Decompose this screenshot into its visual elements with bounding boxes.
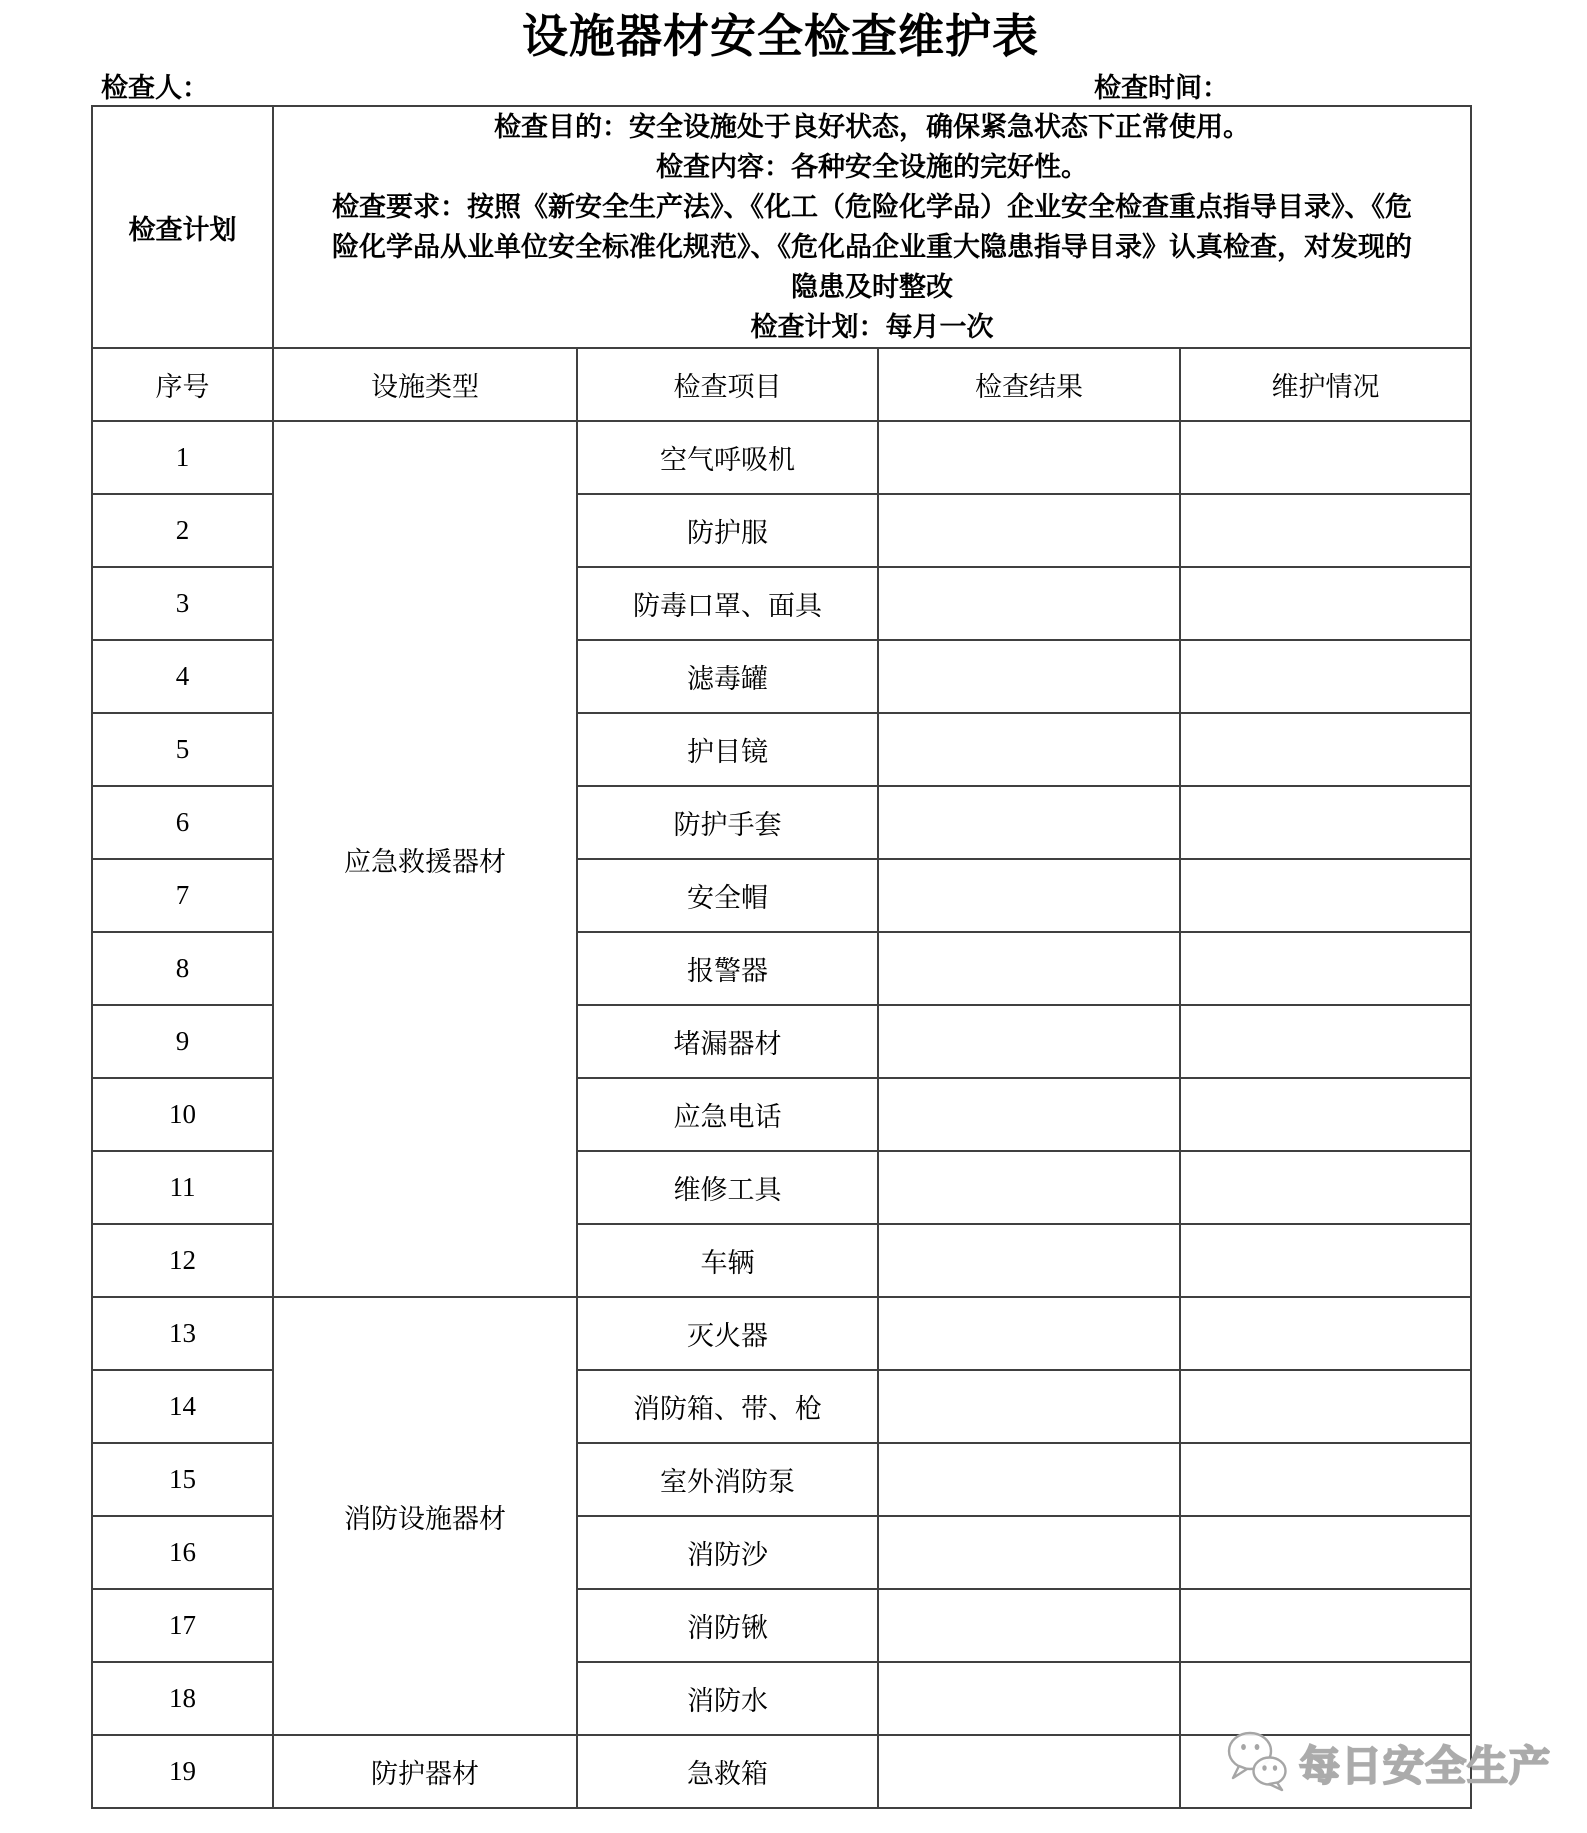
item-cell: 防毒口罩、面具	[577, 567, 878, 640]
result-cell	[878, 713, 1180, 786]
plan-line: 险化学品从业单位安全标准化规范》、《危化品企业重大隐患指导目录》认真检查，对发现的	[332, 232, 1412, 262]
item-cell: 防护手套	[577, 786, 878, 859]
maintenance-cell	[1180, 640, 1471, 713]
result-cell	[878, 567, 1180, 640]
table-row	[92, 421, 1471, 494]
column-header-maintenance: 维护情况	[1180, 348, 1471, 421]
row-num: 4	[92, 640, 273, 713]
row-num: 2	[92, 494, 273, 567]
maintenance-cell	[1180, 1589, 1471, 1662]
plan-line: 检查目的：安全设施处于良好状态，确保紧急状态下正常使用。	[494, 112, 1250, 142]
plan-row	[92, 106, 1471, 348]
result-cell	[878, 1005, 1180, 1078]
result-cell	[878, 1078, 1180, 1151]
row-num: 13	[92, 1297, 273, 1370]
plan-line: 检查计划：每月一次	[750, 312, 994, 342]
result-cell	[878, 1735, 1180, 1808]
result-cell	[878, 932, 1180, 1005]
maintenance-cell	[1180, 859, 1471, 932]
result-cell	[878, 1297, 1180, 1370]
item-cell: 消防沙	[577, 1516, 878, 1589]
result-cell	[878, 1589, 1180, 1662]
maintenance-cell	[1180, 713, 1471, 786]
item-cell: 护目镜	[577, 713, 878, 786]
page-title: 设施器材安全检查维护表	[522, 11, 1039, 62]
maintenance-cell	[1180, 421, 1471, 494]
result-cell	[878, 1443, 1180, 1516]
column-header-result: 检查结果	[878, 348, 1180, 421]
plan-line: 检查要求：按照《新安全生产法》、《化工（危险化学品）企业安全检查重点指导目录》、《危	[332, 192, 1412, 222]
result-cell	[878, 1662, 1180, 1735]
result-cell	[878, 859, 1180, 932]
row-num: 5	[92, 713, 273, 786]
maintenance-cell	[1180, 567, 1471, 640]
result-cell	[878, 640, 1180, 713]
item-cell: 消防箱、带、枪	[577, 1370, 878, 1443]
row-num: 12	[92, 1224, 273, 1297]
item-cell: 急救箱	[577, 1735, 878, 1808]
result-cell	[878, 786, 1180, 859]
column-header-item: 检查项目	[577, 348, 878, 421]
inspection-time-label: 检查时间：	[1094, 73, 1229, 103]
row-num: 15	[92, 1443, 273, 1516]
group-cell: 防护器材	[273, 1735, 577, 1808]
item-cell: 应急电话	[577, 1078, 878, 1151]
maintenance-cell	[1180, 932, 1471, 1005]
row-num: 3	[92, 567, 273, 640]
item-cell: 维修工具	[577, 1151, 878, 1224]
row-num: 16	[92, 1516, 273, 1589]
row-num: 18	[92, 1662, 273, 1735]
group-cell: 应急救援器材	[273, 421, 577, 1297]
maintenance-cell	[1180, 1224, 1471, 1297]
maintenance-cell	[1180, 786, 1471, 859]
item-cell: 滤毒罐	[577, 640, 878, 713]
result-cell	[878, 1370, 1180, 1443]
maintenance-cell	[1180, 494, 1471, 567]
row-num: 9	[92, 1005, 273, 1078]
row-num: 10	[92, 1078, 273, 1151]
inspection-table	[91, 105, 1472, 1809]
item-cell: 防护服	[577, 494, 878, 567]
row-num: 14	[92, 1370, 273, 1443]
plan-content-cell	[273, 106, 1471, 348]
maintenance-cell	[1180, 1078, 1471, 1151]
row-num: 6	[92, 786, 273, 859]
column-header-num: 序号	[92, 348, 273, 421]
watermark	[1225, 1728, 1551, 1797]
result-cell	[878, 1151, 1180, 1224]
plan-label-cell: 检查计划	[92, 106, 273, 348]
maintenance-cell	[1180, 1443, 1471, 1516]
result-cell	[878, 1516, 1180, 1589]
result-cell	[878, 421, 1180, 494]
item-cell: 消防水	[577, 1662, 878, 1735]
column-header-type: 设施类型	[273, 348, 577, 421]
inspector-label: 检查人：	[101, 73, 209, 103]
item-cell: 报警器	[577, 932, 878, 1005]
item-cell: 安全帽	[577, 859, 878, 932]
maintenance-cell	[1180, 1516, 1471, 1589]
row-num: 7	[92, 859, 273, 932]
watermark-text: 每日安全生产	[1299, 1743, 1551, 1789]
meta-row	[91, 66, 1470, 103]
result-cell	[878, 494, 1180, 567]
item-cell: 车辆	[577, 1224, 878, 1297]
plan-line: 检查内容：各种安全设施的完好性。	[656, 152, 1088, 182]
table-row	[92, 1297, 1471, 1370]
row-num: 11	[92, 1151, 273, 1224]
maintenance-cell	[1180, 1662, 1471, 1735]
maintenance-cell	[1180, 1297, 1471, 1370]
row-num: 17	[92, 1589, 273, 1662]
maintenance-cell	[1180, 1005, 1471, 1078]
row-num: 1	[92, 421, 273, 494]
group-cell: 消防设施器材	[273, 1297, 577, 1735]
wechat-icon	[1225, 1728, 1289, 1797]
maintenance-cell	[1180, 1151, 1471, 1224]
result-cell	[878, 1224, 1180, 1297]
row-num: 19	[92, 1735, 273, 1808]
item-cell: 室外消防泵	[577, 1443, 878, 1516]
item-cell: 灭火器	[577, 1297, 878, 1370]
item-cell: 消防锹	[577, 1589, 878, 1662]
item-cell: 堵漏器材	[577, 1005, 878, 1078]
plan-line: 隐患及时整改	[791, 272, 953, 302]
item-cell: 空气呼吸机	[577, 421, 878, 494]
table-header-row	[92, 348, 1471, 421]
maintenance-cell	[1180, 1370, 1471, 1443]
row-num: 8	[92, 932, 273, 1005]
